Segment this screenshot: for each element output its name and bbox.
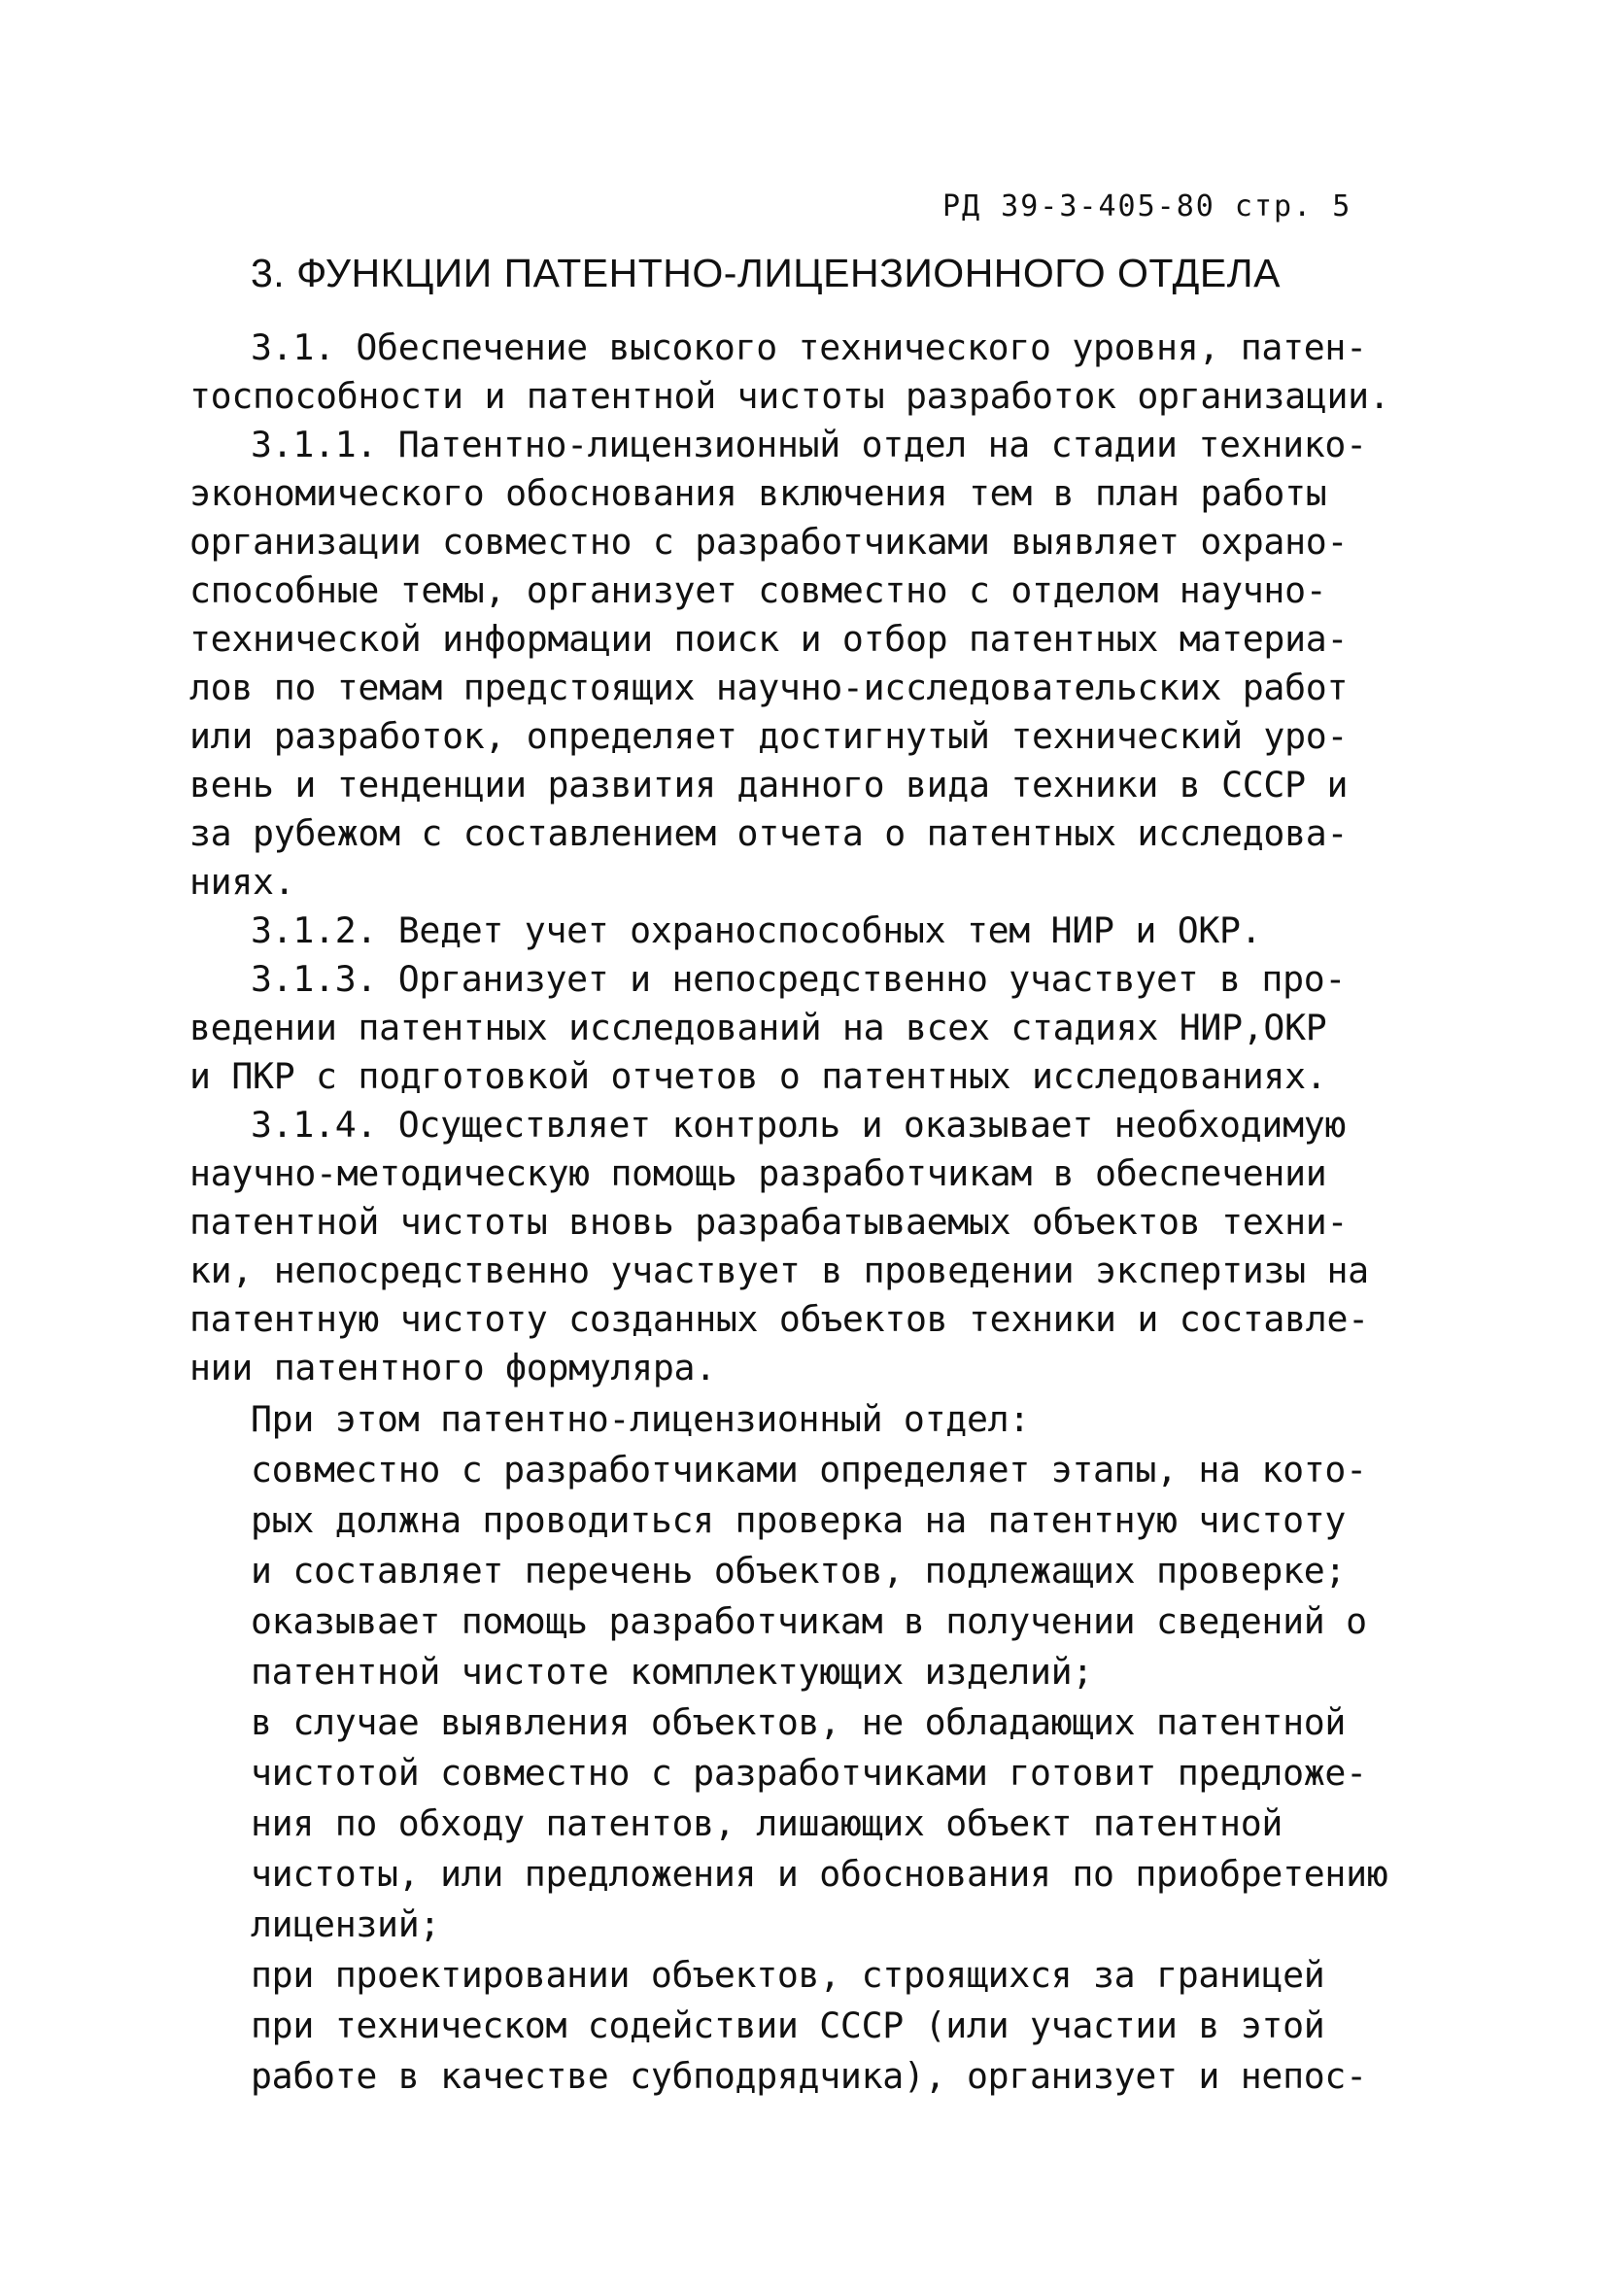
body-line: лицензий;	[251, 1903, 441, 1945]
body-line: вень и тенденции развития данного вида техники в СССР и	[189, 764, 1349, 805]
body-line: совместно с разработчиками определяет этапы, на кото-	[251, 1449, 1367, 1491]
body-line: организации совместно с разработчиками выявляет охрано-	[189, 521, 1349, 563]
body-line: экономического обоснования включения тем в план работы	[189, 472, 1327, 514]
body-line: технической информации поиск и отбор патентных материа-	[189, 618, 1349, 660]
body-line: или разработок, определяет достигнутый технический уро-	[189, 715, 1349, 757]
body-line: в случае выявления объектов, не обладающих патентной	[251, 1701, 1347, 1743]
page-header: РД 39-3-405-80 стр. 5	[942, 189, 1352, 223]
body-line: ния по обходу патентов, лишающих объект патентной	[251, 1802, 1283, 1844]
body-line: 3.1.3. Организует и непосредственно участвует в про-	[251, 958, 1347, 1000]
body-line: ки, непосредственно участвует в проведении экспертизы на	[189, 1250, 1369, 1291]
body-line: 3.1.2. Ведет учет охраноспособных тем НИР и ОКР.	[251, 909, 1262, 951]
body-line: 3.1. Обеспечение высокого технического уровня, патен-	[251, 326, 1367, 368]
section-title: 3. ФУНКЦИИ ПАТЕНТНО-ЛИЦЕНЗИОННОГО ОТДЕЛА	[251, 251, 1281, 295]
body-line: 3.1.4. Осуществляет контроль и оказывает необходимую	[251, 1104, 1347, 1146]
body-line: и составляет перечень объектов, подлежащих проверке;	[251, 1550, 1347, 1592]
body-line: лов по темам предстоящих научно-исследовательских работ	[189, 667, 1349, 708]
body-line: за рубежом с составлением отчета о патентных исследова-	[189, 812, 1349, 854]
body-line: При этом патентно-лицензионный отдел:	[251, 1398, 1030, 1440]
body-line: нии патентного формуляра.	[189, 1347, 716, 1388]
body-line: оказывает помощь разработчикам в получении сведений о	[251, 1600, 1367, 1642]
body-line: и ПКР с подготовкой отчетов о патентных исследованиях.	[189, 1055, 1327, 1097]
body-line: чистоты, или предложения и обоснования по приобретению	[251, 1853, 1388, 1895]
body-line: способные темы, организует совместно с отделом научно-	[189, 569, 1327, 611]
body-line: тоспособности и патентной чистоты разработок организации.	[189, 375, 1390, 417]
body-line: рых должна проводиться проверка на патентную чистоту	[251, 1499, 1347, 1541]
body-line: при проектировании объектов, строящихся за границей	[251, 1954, 1325, 1996]
body-line: патентной чистоты вновь разрабатываемых объектов техни-	[189, 1201, 1349, 1243]
body-line: работе в качестве субподрядчика), организует и непос-	[251, 2055, 1367, 2097]
body-line: 3.1.1. Патентно-лицензионный отдел на стадии технико-	[251, 424, 1367, 465]
body-line: патентную чистоту созданных объектов техники и составле-	[189, 1298, 1369, 1340]
body-line: ведении патентных исследований на всех стадиях НИР,ОКР	[189, 1007, 1327, 1048]
body-line: ниях.	[189, 861, 295, 903]
body-line: при техническом содействии СССР (или участии в этой	[251, 2005, 1325, 2046]
body-line: научно-методическую помощь разработчикам в обеспечении	[189, 1152, 1327, 1194]
body-line: патентной чистоте комплектующих изделий;	[251, 1651, 1093, 1693]
body-line: чистотой совместно с разработчиками готовит предложе-	[251, 1752, 1367, 1794]
